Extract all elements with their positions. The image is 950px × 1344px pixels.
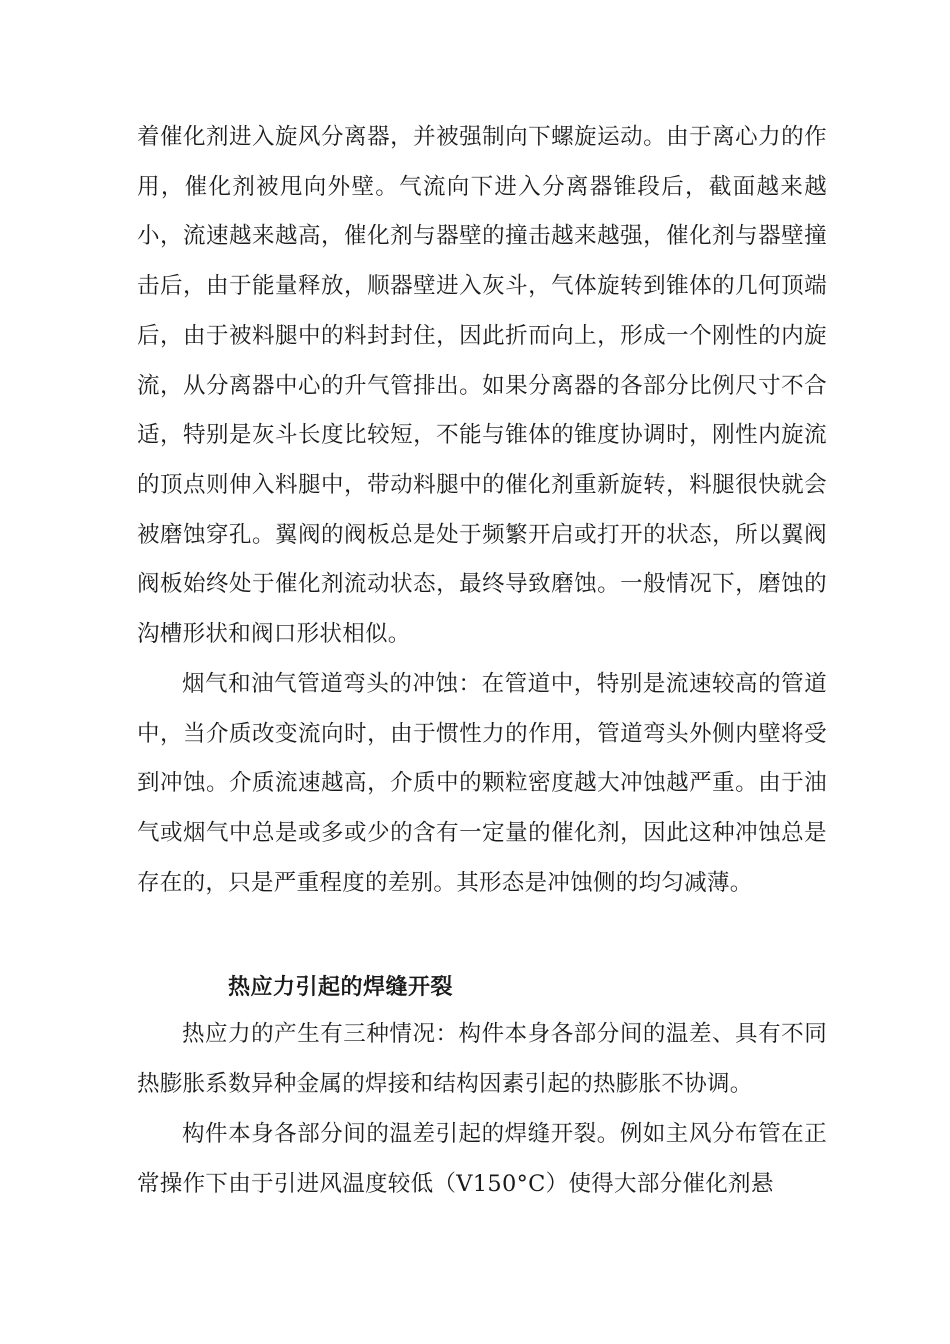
paragraph-text: 烟气和油气管道弯头的冲蚀：在管道中，特别是流速较高的管道中，当介质改变流向时，由于惯性力的作用，管道弯头外侧内壁将受到冲蚀。介质流速越高，介质中的颗粒密度越大冲蚀越严重。由于油气或烟气中总是或多或少的含有一定量的催化剂，因此这种冲蚀总是存在的，只是严重程度的差别。其形态是冲蚀侧的均匀减薄。 (137, 671, 827, 896)
paragraph-text: 着催化剂进入旋风分离器，并被强制向下螺旋运动。由于离心力的作用，催化剂被甩向外壁。气流向下进入分离器锥段后，截面越来越小，流速越来越高，催化剂与器壁的撞击越来越强，催化剂与器壁撞击后，由于能量释放，顺器壁进入灰斗，气体旋转到锥体的几何顶端后，由于被料腿中的料封封住，因此折而向上，形成一个刚性的内旋流，从分离器中心的升气管排出。如果分离器的各部分比例尺寸不合适，特别是灰斗长度比较短，不能与锥体的锥度协调时，刚性内旋流的顶点则伸入料腿中，带动料腿中的催化剂重新旋转，料腿很快就会被磨蚀穿孔。翼阀的阀板总是处于频繁开启或打开的状态，所以翼阀阀板始终处于催化剂流动状态，最终导致磨蚀。一般情况下，磨蚀的沟槽形状和阀口形状相似。 (137, 124, 827, 648)
paragraph-text: 热应力的产生有三种情况：构件本身各部分间的温差、具有不同热膨胀系数异种金属的焊接和结构因素引起的热膨胀不协调。 (137, 1021, 827, 1097)
section-heading: 热应力引起的焊缝开裂 (228, 975, 454, 1000)
paragraph-elbow-erosion (137, 660, 827, 909)
paragraph-text: 构件本身各部分间的温差引起的焊缝开裂。例如主风分布管在正常操作下由于引进风温度较低（V150°C）使得大部分催化剂悬 (137, 1121, 827, 1197)
paragraph-thermal-stress (137, 1010, 827, 1109)
paragraph-cyclone-erosion (137, 113, 827, 660)
paragraph-weld-cracking (137, 1110, 827, 1209)
